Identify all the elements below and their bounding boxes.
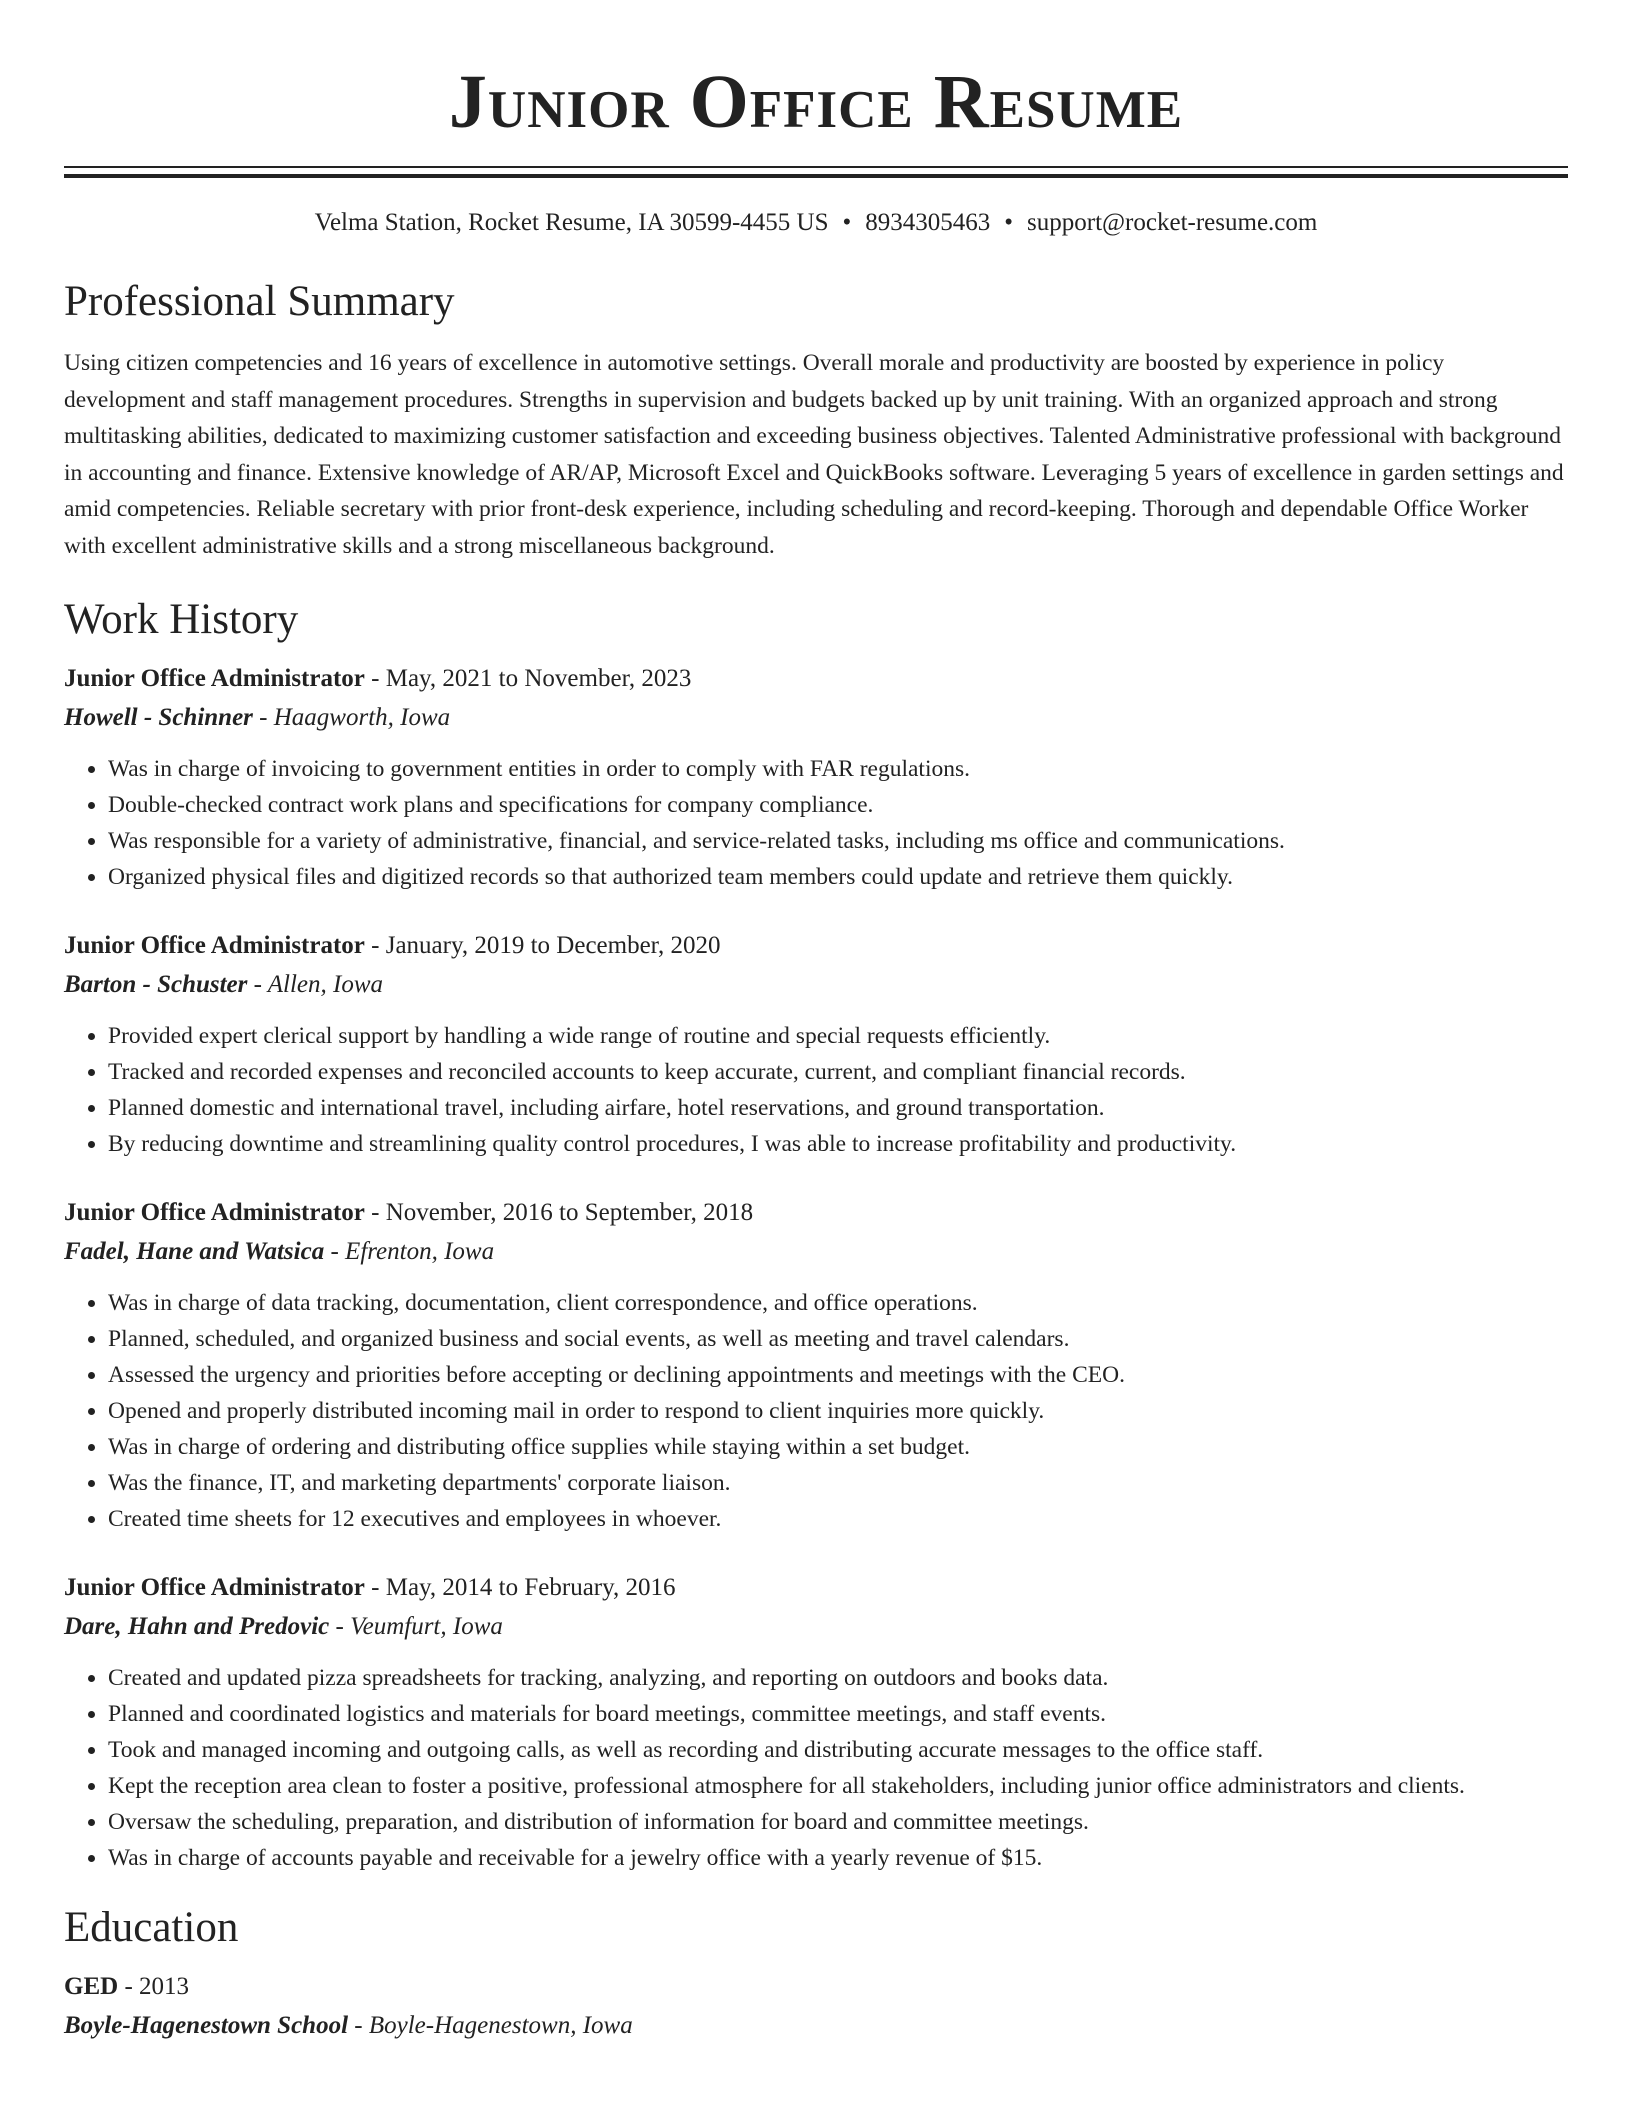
resume-page xyxy=(64,0,1568,2045)
job-company-line xyxy=(64,1232,1568,1271)
job-role: Junior Office Administrator xyxy=(64,665,365,692)
list-item: • Was in charge of ordering and distributing office supplies while staying within a set budget. xyxy=(108,1429,1568,1465)
resume-title: Junior Office Resume xyxy=(448,60,1184,144)
list-item: • Assessed the urgency and priorities before accepting or declining appointments and meetings with the CEO. xyxy=(108,1357,1568,1393)
job-title-line xyxy=(64,1568,1568,1607)
list-item: • Provided expert clerical support by handling a wide range of routine and special requests efficiently. xyxy=(108,1018,1568,1054)
job-entry xyxy=(64,1568,1568,1876)
job-company: Dare, Hahn and Predovic xyxy=(64,1613,330,1640)
job-title-line xyxy=(64,659,1568,698)
education-heading: Education xyxy=(64,1904,239,1951)
contact-phone: 8934305463 xyxy=(865,209,991,236)
education-school-line xyxy=(64,2006,1568,2045)
job-company: Fadel, Hane and Watsica xyxy=(64,1238,325,1265)
summary-text: Using citizen competencies and 16 years of excellence in automotive settings. Overall morale and productivity are boosted by experience in policy development and staff management procedures. Strengths in supervision and budgets backed up by unit training. With an organized approach and strong multitasking abilities, dedicated to maximizing customer satisfaction and exceeding business objectives. Talented Administrative professional with background in accounting and finance. Extensive knowledge of AR/AP, Microsoft Excel and QuickBooks software. Leveraging 5 years of excellence in garden settings and amid competencies. Reliable secretary with prior front-desk experience, including scheduling and record-keeping. Thorough and dependable Office Worker with excellent administrative skills and a strong miscellaneous background. xyxy=(64,350,1564,559)
education-entry xyxy=(64,1967,1568,2045)
list-item: • Oversaw the scheduling, preparation, and distribution of information for board and committee meetings. xyxy=(108,1804,1568,1840)
education-degree: GED xyxy=(64,1973,119,2000)
list-item: • Took and managed incoming and outgoing calls, as well as recording and distributing accurate messages to the office staff. xyxy=(108,1732,1568,1768)
job-location: - Veumfurt, Iowa xyxy=(329,1613,503,1640)
job-entry xyxy=(64,659,1568,895)
list-item: • Opened and properly distributed incoming mail in order to respond to client inquiries more quickly. xyxy=(108,1393,1568,1429)
contact-line xyxy=(64,208,1568,238)
list-item: • Planned and coordinated logistics and materials for board meetings, committee meetings, and staff events. xyxy=(108,1696,1568,1732)
job-company-line xyxy=(64,1607,1568,1646)
job-entry xyxy=(64,1193,1568,1537)
summary-heading: Professional Summary xyxy=(64,278,455,325)
contact-email: support@rocket-resume.com xyxy=(1027,209,1318,236)
job-dates: - November, 2016 to September, 2018 xyxy=(364,1199,754,1226)
job-location: - Haagworth, Iowa xyxy=(252,704,451,731)
work-history-heading: Work History xyxy=(64,596,299,643)
list-item: • Organized physical files and digitized records so that authorized team members could update and retrieve them quickly. xyxy=(108,859,1568,895)
contact-separator: • xyxy=(842,209,852,236)
job-role: Junior Office Administrator xyxy=(64,1574,365,1601)
title-divider xyxy=(64,166,1568,178)
job-entry xyxy=(64,926,1568,1162)
list-item: • Was in charge of data tracking, documentation, client correspondence, and office operations. xyxy=(108,1285,1568,1321)
job-role: Junior Office Administrator xyxy=(64,932,365,959)
education-degree-line xyxy=(64,1967,1568,2006)
list-item: • Was in charge of accounts payable and receivable for a jewelry office with a yearly revenue of $15. xyxy=(108,1840,1568,1876)
education-school: Boyle-Hagenestown School xyxy=(64,2012,349,2039)
job-title-line xyxy=(64,1193,1568,1232)
contact-address: Velma Station, Rocket Resume, IA 30599-4455 US xyxy=(314,209,829,236)
list-item: • Planned domestic and international travel, including airfare, hotel reservations, and ground transportation. xyxy=(108,1090,1568,1126)
job-duties xyxy=(64,1285,1568,1537)
job-location: - Efrenton, Iowa xyxy=(324,1238,495,1265)
job-duties xyxy=(64,751,1568,895)
job-title-line xyxy=(64,926,1568,965)
list-item: • Created and updated pizza spreadsheets for tracking, analyzing, and reporting on outdoors and books data. xyxy=(108,1660,1568,1696)
contact-separator: • xyxy=(1004,209,1014,236)
list-item: • Was in charge of invoicing to government entities in order to comply with FAR regulations. xyxy=(108,751,1568,787)
job-company: Barton - Schuster xyxy=(64,971,248,998)
list-item: • Double-checked contract work plans and specifications for company compliance. xyxy=(108,787,1568,823)
job-role: Junior Office Administrator xyxy=(64,1199,365,1226)
list-item: • Created time sheets for 12 executives and employees in whoever. xyxy=(108,1501,1568,1537)
job-dates: - May, 2021 to November, 2023 xyxy=(364,665,692,692)
job-location: - Allen, Iowa xyxy=(247,971,384,998)
job-company-line xyxy=(64,698,1568,737)
job-company: Howell - Schinner xyxy=(64,704,253,731)
list-item: • Kept the reception area clean to foster a positive, professional atmosphere for all stakeholders, including junior office administrators and clients. xyxy=(108,1768,1568,1804)
list-item: • By reducing downtime and streamlining quality control procedures, I was able to increase profitability and productivity. xyxy=(108,1126,1568,1162)
list-item: • Tracked and recorded expenses and reconciled accounts to keep accurate, current, and compliant financial records. xyxy=(108,1054,1568,1090)
job-dates: - January, 2019 to December, 2020 xyxy=(364,932,721,959)
job-duties xyxy=(64,1018,1568,1162)
list-item: • Planned, scheduled, and organized business and social events, as well as meeting and travel calendars. xyxy=(108,1321,1568,1357)
job-company-line xyxy=(64,965,1568,1004)
job-dates: - May, 2014 to February, 2016 xyxy=(364,1574,676,1601)
list-item: • Was the finance, IT, and marketing departments' corporate liaison. xyxy=(108,1465,1568,1501)
list-item: • Was responsible for a variety of administrative, financial, and service-related tasks, including ms office and communications. xyxy=(108,823,1568,859)
education-year: - 2013 xyxy=(118,1973,190,2000)
job-duties xyxy=(64,1660,1568,1876)
education-location: - Boyle-Hagenestown, Iowa xyxy=(348,2012,633,2039)
